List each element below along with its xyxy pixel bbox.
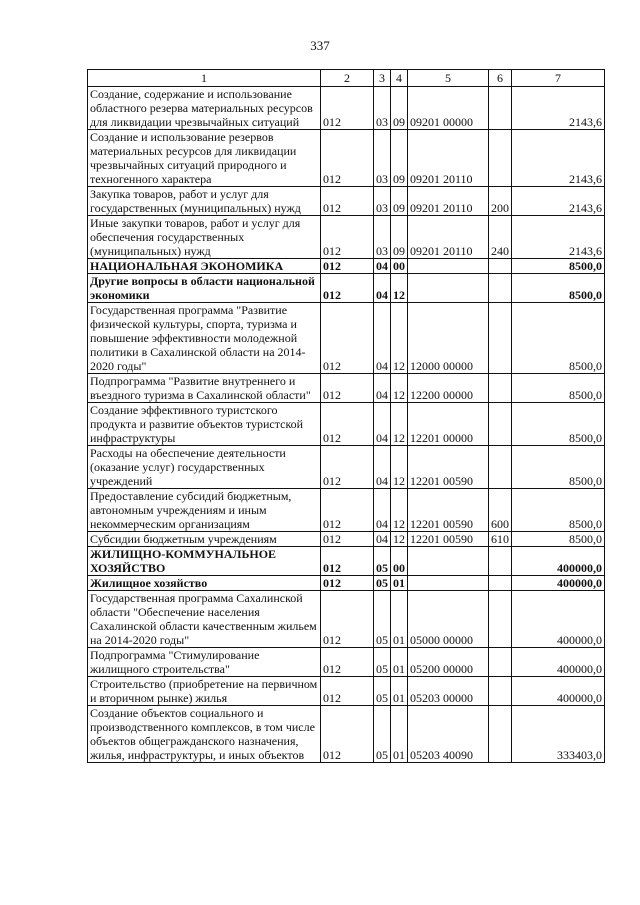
row-target-code: 12000 00000 [408, 303, 489, 374]
row-amount: 400000,0 [512, 547, 605, 576]
row-expense-type [489, 576, 512, 591]
row-section-code: 05 [374, 677, 391, 706]
row-amount: 8500,0 [512, 374, 605, 403]
row-target-code: 05203 00000 [408, 677, 489, 706]
table-row [88, 677, 605, 706]
row-subsection-code: 12 [391, 446, 408, 489]
row-subsection-code: 09 [391, 130, 408, 187]
table-row [88, 532, 605, 547]
row-ved-code: 012 [321, 446, 374, 489]
row-section-code: 05 [374, 648, 391, 677]
row-target-code [408, 259, 489, 274]
row-name: Расходы на обеспечение деятельности (оказание услуг) государственных учреждений [88, 446, 321, 489]
row-name: Создание и использование резервов материальных ресурсов для ликвидации чрезвычайных ситуаций природного и техногенного характера [88, 130, 321, 187]
row-subsection-code: 01 [391, 576, 408, 591]
row-amount: 333403,0 [512, 706, 605, 763]
row-subsection-code: 12 [391, 374, 408, 403]
table-row [88, 87, 605, 130]
row-ved-code: 012 [321, 259, 374, 274]
table-row [88, 489, 605, 532]
row-ved-code: 012 [321, 130, 374, 187]
row-ved-code: 012 [321, 187, 374, 216]
row-subsection-code: 12 [391, 532, 408, 547]
row-ved-code: 012 [321, 489, 374, 532]
row-expense-type [489, 706, 512, 763]
row-ved-code: 012 [321, 591, 374, 648]
table-row [88, 576, 605, 591]
row-section-code: 04 [374, 446, 391, 489]
row-expense-type [489, 648, 512, 677]
table-row [88, 259, 605, 274]
row-amount: 400000,0 [512, 648, 605, 677]
row-name: Иные закупки товаров, работ и услуг для обеспечения государственных (муниципальных) нужд [88, 216, 321, 259]
table-row [88, 130, 605, 187]
row-target-code [408, 547, 489, 576]
row-amount: 8500,0 [512, 303, 605, 374]
row-expense-type [489, 591, 512, 648]
row-expense-type [489, 274, 512, 303]
row-name: Государственная программа Сахалинской области "Обеспечение населения Сахалинской области качественным жильем на 2014-2020 годы" [88, 591, 321, 648]
row-subsection-code: 00 [391, 259, 408, 274]
column-header: 6 [489, 70, 512, 87]
row-name: Подпрограмма "Развитие внутреннего и въездного туризма в Сахалинской области" [88, 374, 321, 403]
row-target-code: 12201 00590 [408, 489, 489, 532]
row-name: Государственная программа "Развитие физической культуры, спорта, туризма и повышение эффективности молодежной политики в Сахалинской области на 2014-2020 годы" [88, 303, 321, 374]
row-subsection-code: 12 [391, 303, 408, 374]
row-section-code: 04 [374, 259, 391, 274]
row-expense-type [489, 374, 512, 403]
column-header: 2 [321, 70, 374, 87]
row-name: Предоставление субсидий бюджетным, автономным учреждениям и иным некоммерческим организациям [88, 489, 321, 532]
row-name: Создание эффективного туристского продукта и развитие объектов туристской инфраструктуры [88, 403, 321, 446]
row-target-code: 05203 40090 [408, 706, 489, 763]
row-name: Строительство (приобретение на первичном и вторичном рынке) жилья [88, 677, 321, 706]
row-target-code: 12201 00590 [408, 446, 489, 489]
row-name: Подпрограмма "Стимулирование жилищного строительства" [88, 648, 321, 677]
row-subsection-code: 01 [391, 677, 408, 706]
row-name: Жилищное хозяйство [88, 576, 321, 591]
row-expense-type: 610 [489, 532, 512, 547]
row-subsection-code: 01 [391, 648, 408, 677]
row-expense-type: 200 [489, 187, 512, 216]
row-subsection-code: 12 [391, 489, 408, 532]
row-amount: 2143,6 [512, 130, 605, 187]
table-row [88, 374, 605, 403]
row-ved-code: 012 [321, 87, 374, 130]
row-section-code: 04 [374, 374, 391, 403]
row-subsection-code: 09 [391, 87, 408, 130]
row-amount: 8500,0 [512, 274, 605, 303]
row-ved-code: 012 [321, 576, 374, 591]
row-ved-code: 012 [321, 706, 374, 763]
row-ved-code: 012 [321, 274, 374, 303]
row-expense-type [489, 547, 512, 576]
table-row [88, 216, 605, 259]
row-section-code: 05 [374, 591, 391, 648]
row-ved-code: 012 [321, 403, 374, 446]
row-section-code: 03 [374, 130, 391, 187]
row-amount: 8500,0 [512, 489, 605, 532]
row-target-code: 05200 00000 [408, 648, 489, 677]
row-amount: 2143,6 [512, 187, 605, 216]
row-target-code: 12200 00000 [408, 374, 489, 403]
row-ved-code: 012 [321, 648, 374, 677]
table-row [88, 648, 605, 677]
row-expense-type [489, 403, 512, 446]
row-expense-type [489, 259, 512, 274]
row-name: Создание, содержание и использование областного резерва материальных ресурсов для ликвидации чрезвычайных ситуаций [88, 87, 321, 130]
row-expense-type [489, 303, 512, 374]
row-target-code [408, 274, 489, 303]
header-row [88, 70, 605, 87]
budget-table [87, 69, 605, 763]
row-expense-type [489, 87, 512, 130]
row-name: Другие вопросы в области национальной экономики [88, 274, 321, 303]
table-row [88, 274, 605, 303]
row-section-code: 04 [374, 274, 391, 303]
row-target-code: 09201 20110 [408, 216, 489, 259]
row-section-code: 03 [374, 216, 391, 259]
table-row [88, 303, 605, 374]
row-amount: 8500,0 [512, 446, 605, 489]
row-section-code: 05 [374, 576, 391, 591]
row-name: НАЦИОНАЛЬНАЯ ЭКОНОМИКА [88, 259, 321, 274]
row-ved-code: 012 [321, 547, 374, 576]
row-amount: 8500,0 [512, 532, 605, 547]
row-amount: 2143,6 [512, 216, 605, 259]
column-header: 4 [391, 70, 408, 87]
row-name: ЖИЛИЩНО-КОММУНАЛЬНОЕ ХОЗЯЙСТВО [88, 547, 321, 576]
row-section-code: 05 [374, 547, 391, 576]
row-subsection-code: 09 [391, 187, 408, 216]
table-row [88, 187, 605, 216]
table-row [88, 591, 605, 648]
row-name: Закупка товаров, работ и услуг для государственных (муниципальных) нужд [88, 187, 321, 216]
row-expense-type [489, 446, 512, 489]
row-ved-code: 012 [321, 303, 374, 374]
row-target-code: 12201 00000 [408, 403, 489, 446]
table-row [88, 706, 605, 763]
row-amount: 8500,0 [512, 259, 605, 274]
row-section-code: 03 [374, 87, 391, 130]
row-subsection-code: 01 [391, 591, 408, 648]
row-target-code: 12201 00590 [408, 532, 489, 547]
row-ved-code: 012 [321, 532, 374, 547]
row-section-code: 04 [374, 489, 391, 532]
row-section-code: 04 [374, 532, 391, 547]
table-row [88, 403, 605, 446]
row-expense-type [489, 677, 512, 706]
column-header: 7 [512, 70, 605, 87]
row-expense-type: 600 [489, 489, 512, 532]
row-expense-type: 240 [489, 216, 512, 259]
row-amount: 2143,6 [512, 87, 605, 130]
row-amount: 400000,0 [512, 677, 605, 706]
column-header: 1 [88, 70, 321, 87]
row-section-code: 05 [374, 706, 391, 763]
row-target-code: 09201 00000 [408, 87, 489, 130]
row-subsection-code: 00 [391, 547, 408, 576]
row-ved-code: 012 [321, 374, 374, 403]
row-target-code [408, 576, 489, 591]
column-header: 5 [408, 70, 489, 87]
row-target-code: 05000 00000 [408, 591, 489, 648]
row-subsection-code: 01 [391, 706, 408, 763]
row-section-code: 03 [374, 187, 391, 216]
table-row [88, 547, 605, 576]
row-expense-type [489, 130, 512, 187]
table-row [88, 446, 605, 489]
row-amount: 400000,0 [512, 576, 605, 591]
row-subsection-code: 12 [391, 403, 408, 446]
row-amount: 8500,0 [512, 403, 605, 446]
column-header: 3 [374, 70, 391, 87]
row-name: Создание объектов социального и производственного комплексов, в том числе объектов общегражданского назначения, жилья, инфраструктуры, и иных объектов [88, 706, 321, 763]
row-target-code: 09201 20110 [408, 130, 489, 187]
row-amount: 400000,0 [512, 591, 605, 648]
row-subsection-code: 12 [391, 274, 408, 303]
row-target-code: 09201 20110 [408, 187, 489, 216]
page-number: 337 [310, 38, 330, 53]
row-ved-code: 012 [321, 677, 374, 706]
row-subsection-code: 09 [391, 216, 408, 259]
row-section-code: 04 [374, 403, 391, 446]
row-ved-code: 012 [321, 216, 374, 259]
row-section-code: 04 [374, 303, 391, 374]
row-name: Субсидии бюджетным учреждениям [88, 532, 321, 547]
